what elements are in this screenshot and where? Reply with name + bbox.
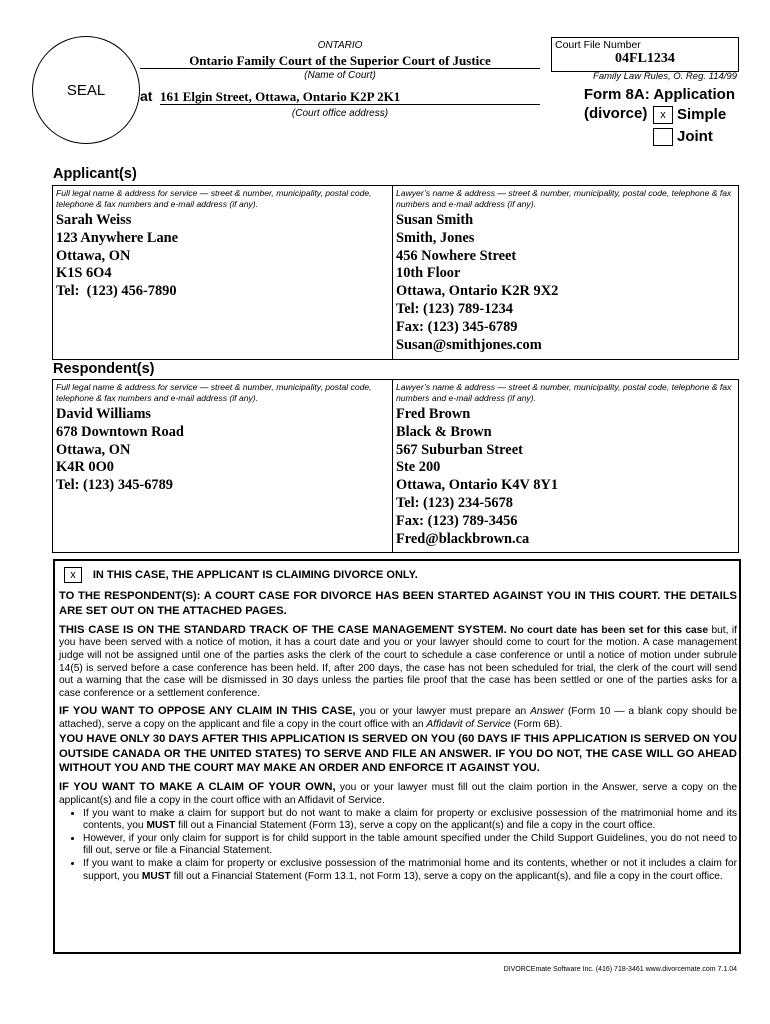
applicant-lawyer-address (396, 212, 735, 354)
track-paragraph (59, 623, 737, 701)
applicant-lawyer-note: Lawyer’s name & address — street & number, municipality, postal code, telephone & fax numbers and e-mail address (if any). (396, 188, 732, 209)
address-line: Fred Brown (396, 406, 471, 422)
respondent-lawyer-cell[interactable] (393, 380, 738, 552)
respondent-party-cell[interactable] (53, 380, 393, 552)
joint-checkbox[interactable] (653, 128, 673, 146)
address-line: 456 Nowhere Street (396, 247, 517, 264)
claim-bullet-property (83, 858, 737, 883)
respondent-party-address (56, 406, 389, 495)
address-line: Fax: (123) 345-6789 (396, 318, 518, 335)
address-line: Ottawa, ON (56, 441, 131, 458)
address-line: K4R 0O0 (56, 459, 114, 476)
address-line: Fred@blackbrown.ca (396, 530, 530, 547)
claim-bullets (59, 808, 737, 884)
address-line: Black & Brown (396, 423, 492, 440)
days-warning: YOU HAVE ONLY 30 DAYS AFTER THIS APPLICATION IS SERVED ON YOU (60 DAYS IF THIS APPLICATION IS SERVED ON YOU OUTSIDE CANADA OR THE UNITED STATES) TO SERVE AND FILE AN ANSWER. IF YOU DO NOT, THE CASE WILL GO AHEAD WITHOUT YOU AND THE COURT MAY MAKE AN ORDER AND ENFORCE IT AGAINST YOU. (59, 732, 737, 775)
address-line: Susan@smithjones.com (396, 336, 542, 353)
oppose-answer: Answer (530, 706, 565, 718)
respondent-lawyer-address (396, 406, 735, 548)
address-line: 678 Downtown Road (56, 423, 184, 440)
bullet1-must: MUST (146, 820, 176, 832)
address-line: Ottawa, Ontario K4V 8Y1 (396, 477, 559, 494)
seal-circle (32, 36, 140, 144)
claim-bullet-child-support (83, 833, 737, 858)
address-line: K1S 6O4 (56, 265, 112, 282)
applicants-heading: Applicant(s) (53, 166, 137, 182)
address-line: 123 Anywhere Lane (56, 229, 179, 246)
applicant-lawyer-cell[interactable] (393, 186, 738, 359)
court-file-number: 04FL1234 (615, 51, 675, 66)
respondents-heading: Respondent(s) (53, 361, 155, 377)
address-line: Tel: (123) 345-6789 (56, 477, 173, 494)
claim-text: you or your lawyer must fill out the claim portion in the Answer, serve a copy on the applicant(s) and file a copy in the court office with an Affidavit of Service. (59, 782, 737, 806)
address-line: 567 Suburban Street (396, 441, 523, 458)
address-line: Ottawa, ON (56, 247, 131, 264)
footer-credit: DIVORCEmate Software Inc. (416) 718-3461 www.divorcemate.com 7.1.04 (503, 966, 737, 973)
oppose-text-3: (Form 6B). (513, 719, 563, 731)
simple-label: Simple (677, 106, 727, 123)
seal-label: SEAL (66, 81, 106, 99)
address-line: Smith, Jones (396, 229, 475, 246)
at-label: at (140, 88, 153, 104)
respondents-table (52, 379, 739, 553)
divorce-only-label: IN THIS CASE, THE APPLICANT IS CLAIMING DIVORCE ONLY. (92, 568, 418, 581)
court-address-caption: (Court office address) (291, 108, 389, 119)
oppose-paragraph (59, 704, 737, 731)
bullet1-text-a: If you want to make a claim for support but do not want to make a claim for property or exclusive possession of the matrimonial home and its contents, you (83, 807, 737, 832)
to-respondent-notice: TO THE RESPONDENT(S): A COURT CASE FOR DIVORCE HAS BEEN STARTED AGAINST YOU IN THIS COURT. THE DETAILS ARE SET OUT ON THE ATTACHED PAGES. (59, 590, 737, 617)
form-title: Form 8A: Application (583, 86, 735, 103)
applicants-table (52, 185, 739, 360)
applicant-party-cell[interactable] (53, 186, 393, 359)
address-line: Tel: (123) 234-5678 (396, 494, 513, 511)
oppose-text-2: (Form 10 — a blank copy should be attached), serve a copy on the applicant and file a copy in the court office with an (59, 706, 737, 731)
address-line: Tel: (123) 456-7890 (56, 283, 177, 300)
track-heading: THIS CASE IS ON THE STANDARD TRACK OF THE CASE MANAGEMENT SYSTEM. (59, 623, 507, 636)
court-file-number-label: Court File Number (555, 39, 641, 51)
divorce-label: (divorce) (584, 105, 648, 122)
court-address-field[interactable]: 161 Elgin Street, Ottawa, Ontario K2P 2K1 (160, 89, 540, 105)
bullet3-must: MUST (141, 870, 171, 882)
joint-label: Joint (677, 128, 713, 145)
address-line: Sarah Weiss (56, 212, 132, 228)
claim-heading: IF YOU WANT TO MAKE A CLAIM OF YOUR OWN, (59, 781, 336, 794)
respondent-party-note: Full legal name & address for service — street & number, municipality, postal code, telephone & fax numbers and e-mail address (if any). (56, 382, 372, 403)
applicant-party-note: Full legal name & address for service — street & number, municipality, postal code, telephone & fax numbers and e-mail address (if any). (56, 188, 372, 209)
address-line: 10th Floor (396, 265, 461, 282)
court-name-caption: (Name of Court) (304, 70, 376, 81)
address-line: David Williams (56, 406, 152, 422)
bullet1-text-b: fill out a Financial Statement (Form 13), serve a copy on the applicant(s) and file a copy in the court office. (178, 820, 656, 832)
respondent-lawyer-note: Lawyer’s name & address — street & number, municipality, postal code, telephone & fax numbers and e-mail address (if any). (396, 382, 732, 403)
applicant-party-address (56, 212, 389, 301)
oppose-heading: IF YOU WANT TO OPPOSE ANY CLAIM IN THIS CASE, (59, 705, 356, 718)
claim-bullet-support (83, 808, 737, 833)
address-line: Ottawa, Ontario K2R 9X2 (396, 283, 559, 300)
notice-box (53, 559, 741, 954)
oppose-text-1: you or your lawyer must prepare an (359, 706, 527, 718)
divorce-only-checkbox[interactable]: x (64, 567, 82, 583)
bullet3-text-a: If you want to make a claim for property or exclusive possession of the matrimonial home and its contents, whether or not it includes a claim for support, you (83, 857, 737, 882)
oppose-affidavit: Affidavit of Service (426, 719, 511, 731)
track-text: but, if you have been served with a notice of motion, it has a court date and you or your lawyer should come to court for the motion. A case management judge will not be assigned until one of the parties asks the clerk of the court to schedule a case conference or until a notice of motion under subrule 14(5) is served before a case conference has been held. If, after 200 days, the case has not been scheduled for trial, the clerk of the court will send out a warning that the case will be dismissed in 30 days unless the parties file proof that the case has been settled or one of the parties asks for a case conference or a settlement conference. (59, 624, 737, 699)
court-file-number-box[interactable] (551, 37, 739, 72)
bullet3-text-b: fill out a Financial Statement (Form 13.1, not Form 13), serve a copy on the applicant(s), and file a copy in the court office. (173, 870, 723, 882)
simple-checkbox[interactable]: x (653, 106, 673, 124)
address-line: Tel: (123) 789-1234 (396, 300, 513, 317)
claim-paragraph (59, 780, 737, 807)
court-name-field[interactable]: Ontario Family Court of the Superior Court of Justice (140, 53, 540, 69)
address-line: Ste 200 (396, 459, 441, 476)
bullet2-text: However, if your only claim for support is for child support in the table amount specified under the Child Support Guidelines, you do not need to fill out, serve or file a Financial Statement. (83, 832, 737, 857)
rules-reference: Family Law Rules, O. Reg. 114/99 (593, 71, 737, 82)
address-line: Fax: (123) 789-3456 (396, 512, 518, 529)
address-line: Susan Smith (396, 212, 474, 228)
track-no-date: No court date has been set for this case (510, 624, 709, 636)
province-label: ONTARIO (317, 40, 363, 51)
